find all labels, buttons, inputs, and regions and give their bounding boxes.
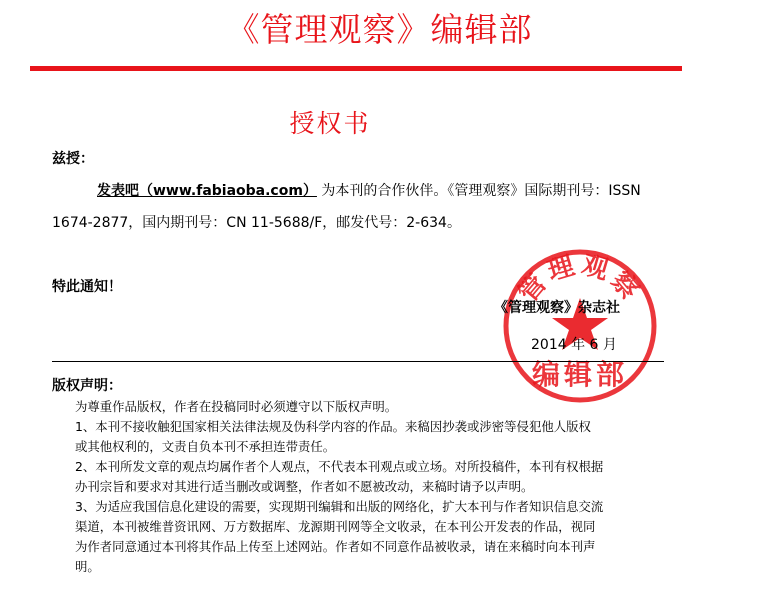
seal-top-text: 管理观察 bbox=[513, 249, 647, 309]
signature-organization: 《管理观察》杂志社 bbox=[494, 300, 620, 316]
copyright-line: 为尊重作品版权，作者在投稿同时必须遵守以下版权声明。 bbox=[75, 399, 398, 414]
copyright-line: 明。 bbox=[75, 559, 100, 574]
copyright-body bbox=[75, 397, 675, 577]
copyright-line: 办刊宗旨和要求对其进行适当删改或调整，作者如不愿被改动，来稿时请予以声明。 bbox=[75, 479, 534, 494]
copyright-line: 3、为适应我国信息化建设的需要，实现期刊编辑和出版的网络化，扩大本刊与作者知识信息交流 bbox=[75, 499, 604, 514]
copyright-line: 为作者同意通过本刊将其作品上传至上述网站。作者如不同意作品被收录，请在来稿时向本刊声 bbox=[75, 539, 596, 554]
seal-bottom-text: 编辑部 bbox=[531, 358, 629, 391]
header-rule bbox=[30, 66, 682, 71]
signature-date: 2014 年 6 月 bbox=[531, 337, 617, 353]
copyright-heading: 版权声明： bbox=[52, 378, 122, 394]
copyright-line: 渠道，本刊被维普资讯网、万方数据库、龙源期刊网等全文收录，在本刊公开发表的作品，视同 bbox=[75, 519, 596, 534]
official-seal bbox=[500, 246, 660, 406]
copyright-line: 或其他权利的，文责自负本刊不承担连带责任。 bbox=[75, 439, 336, 454]
notice-text: 特此通知！ bbox=[52, 279, 122, 295]
header-title: 《管理观察》编辑部 bbox=[226, 10, 533, 49]
section-divider bbox=[52, 361, 664, 362]
salutation: 兹授： bbox=[52, 151, 94, 167]
paragraph-line-2: 1674-2877，国内期刊号：CN 11-5688/F，邮发代号：2-634。 bbox=[52, 215, 461, 231]
paragraph-line-1 bbox=[97, 180, 641, 200]
paragraph-line-1-text: 为本刊的合作伙伴。《管理观察》国际期刊号：ISSN bbox=[321, 183, 641, 199]
partner-link[interactable]: 发表吧（www.fabiaoba.com） bbox=[97, 183, 317, 199]
document-title: 授权书 bbox=[289, 109, 371, 138]
copyright-line: 1、本刊不接收触犯国家相关法律法规及伪科学内容的作品。来稿因抄袭或涉密等侵犯他人版权 bbox=[75, 419, 591, 434]
copyright-line: 2、本刊所发文章的观点均属作者个人观点，不代表本刊观点或立场。对所投稿件，本刊有权根据 bbox=[75, 459, 604, 474]
